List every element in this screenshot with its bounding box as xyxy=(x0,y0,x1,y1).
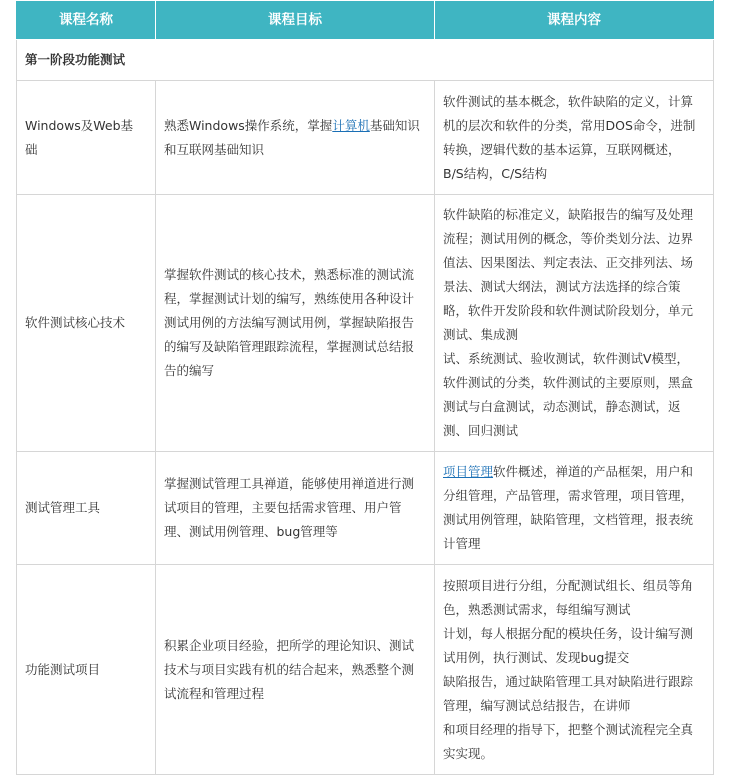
content-line: 机的层次和软件的分类，常用DOS命令，进制 xyxy=(443,117,696,133)
course-name-line: Windows及Web基 xyxy=(25,117,134,133)
content-line: 测、回归测试 xyxy=(443,423,519,438)
table-row xyxy=(17,81,714,195)
course-goal xyxy=(156,565,435,775)
content-line: 测试与白盒测试，动态测试，静态测试，返 xyxy=(443,399,681,414)
goal-line: 理、测试用例管理、bug管理等 xyxy=(164,524,338,539)
course-content xyxy=(435,81,714,195)
goal-line: 程，掌握测试计划的编写，熟练使用各种设计 xyxy=(164,291,415,306)
course-name: 软件测试核心技术 xyxy=(17,195,156,452)
course-goal xyxy=(156,195,435,452)
content-line: 试用例，执行测试、发现bug提交 xyxy=(443,649,630,665)
content-line: 管理，编写测试总结报告，在讲师 xyxy=(443,697,631,713)
content-line: 软件概述，禅道的产品框架，用户和 xyxy=(493,464,694,479)
course-content xyxy=(435,452,714,565)
table-row xyxy=(17,565,714,775)
goal-line: 掌握软件测试的核心技术，熟悉标准的测试流 xyxy=(164,267,415,282)
goal-text: 和互联网基础知识 xyxy=(164,141,265,157)
content-line: 测试用例管理，缺陷管理，文档管理，报表统 xyxy=(443,512,694,527)
course-name: 功能测试项目 xyxy=(17,565,156,775)
goal-line: 积累企业项目经验，把所学的理论知识、测试 xyxy=(164,637,415,653)
content-line: 实实现。 xyxy=(443,745,494,761)
goal-line: 的编写及缺陷管理跟踪流程，掌握测试总结报 xyxy=(164,339,415,354)
course-goal xyxy=(156,452,435,565)
content-line: 流程；测试用例的概念，等价类划分法、边界 xyxy=(443,231,694,246)
phase-row xyxy=(17,40,714,81)
table-row xyxy=(17,452,714,565)
course-goal xyxy=(156,81,435,195)
phase-title: 第一阶段功能测试 xyxy=(17,40,714,81)
content-line: 和项目经理的指导下，把整个测试流程完全真 xyxy=(443,721,694,737)
goal-line: 试项目的管理，主要包括需求管理、用户管 xyxy=(164,500,402,515)
content-line: 试、系统测试、验收测试，软件测试V模型， xyxy=(443,351,690,366)
course-content xyxy=(435,565,714,775)
content-line: 计划，每人根据分配的模块任务，设计编写测 xyxy=(443,625,694,641)
goal-line: 掌握测试管理工具禅道，能够使用禅道进行测 xyxy=(164,476,415,491)
header-row xyxy=(17,1,714,40)
course-content xyxy=(435,195,714,452)
header-course-name: 课程名称 xyxy=(17,1,156,40)
content-line: 软件缺陷的标准定义，缺陷报告的编写及处理 xyxy=(443,207,694,222)
course-name: 测试管理工具 xyxy=(17,452,156,565)
goal-line: 告的编写 xyxy=(164,363,215,378)
goal-text: 基础知识 xyxy=(369,117,420,133)
content-line: 分组管理，产品管理，需求管理，项目管理， xyxy=(443,488,694,503)
course-table xyxy=(16,0,714,775)
course-name xyxy=(17,81,156,195)
content-line: 软件测试的基本概念，软件缺陷的定义，计算 xyxy=(443,93,694,109)
computer-link[interactable]: 计算机 xyxy=(332,117,370,133)
content-line: 景法、测试大纲法，测试方法选择的综合策 xyxy=(443,279,681,294)
header-course-goal: 课程目标 xyxy=(156,1,435,40)
content-line: 按照项目进行分组，分配测试组长、组员等角 xyxy=(443,577,694,593)
content-line: 测试、集成测 xyxy=(443,327,519,342)
content-line: 值法、因果图法、判定表法、正交排列法、场 xyxy=(443,255,694,270)
goal-text: 熟悉Windows操作系统，掌握 xyxy=(164,117,333,133)
goal-line: 技术与项目实践有机的结合起来，熟悉整个测 xyxy=(164,661,415,677)
table-row xyxy=(17,195,714,452)
header-course-content: 课程内容 xyxy=(435,1,714,40)
content-line: 计管理 xyxy=(443,536,481,551)
content-line: 缺陷报告，通过缺陷管理工具对缺陷进行跟踪 xyxy=(443,673,694,689)
project-management-link[interactable]: 项目管理 xyxy=(443,464,494,479)
content-line: 转换，逻辑代数的基本运算，互联网概述， xyxy=(443,141,681,157)
course-name-line: 础 xyxy=(25,141,38,157)
content-line: 略，软件开发阶段和软件测试阶段划分，单元 xyxy=(443,303,694,318)
content-line: 色，熟悉测试需求，每组编写测试 xyxy=(443,601,631,617)
goal-line: 试流程和管理过程 xyxy=(164,685,265,701)
content-line: B/S结构，C/S结构 xyxy=(443,165,548,181)
goal-line: 测试用例的方法编写测试用例，掌握缺陷报告 xyxy=(164,315,415,330)
content-line: 软件测试的分类，软件测试的主要原则，黑盒 xyxy=(443,375,694,390)
